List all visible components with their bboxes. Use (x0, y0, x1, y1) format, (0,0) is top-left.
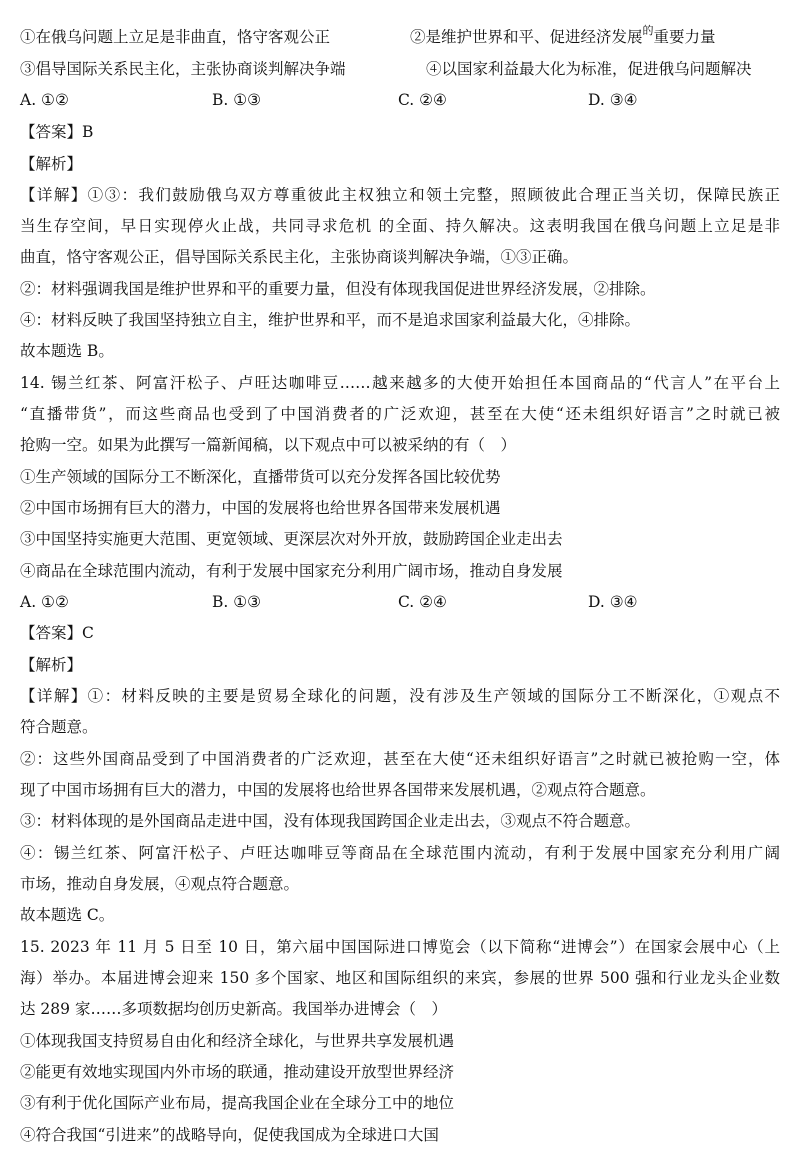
q14-item-4: ④商品在全球范围内流动，有利于发展中国家充分利用广阔市场，推动自身发展 (20, 562, 563, 580)
q14-detail-4-line-2: 市场，推动自身发展，④观点符合题意。 (20, 875, 300, 893)
q14-detail-2-line-1: ②：这些外国商品受到了中国消费者的广泛欢迎，甚至在大使“还未组织好语言”之时就已被抢购一空，体 (20, 750, 780, 768)
q14-detail-1-line-1: 【详解】①：材料反映的主要是贸易全球化的问题，没有涉及生产领域的国际分工不断深化，①观点不 (20, 687, 780, 705)
q14-conclusion: 故本题选 C。 (20, 906, 115, 924)
q13-detail-2: ②：材料强调我国是维护世界和平的重要力量，但没有体现我国促进世界经济发展，②排除。 (20, 280, 656, 298)
q14-stem-line-1: 14. 锡兰红茶、阿富汗松子、卢旺达咖啡豆……越来越多的大使开始担任本国商品的“代言人”在平台上 (20, 374, 780, 392)
q15-item-4: ④符合我国“引进来”的战略导向，促使我国成为全球进口大国 (20, 1126, 439, 1144)
q13-choice-b: B. ①③ (212, 91, 262, 109)
q14-detail-1-line-2: 符合题意。 (20, 718, 98, 736)
q14-analysis-label: 【解析】 (20, 656, 83, 674)
q15-item-1: ①体现我国支持贸易自由化和经济全球化，与世界共享发展机遇 (20, 1032, 455, 1050)
q14-choice-c: C. ②④ (398, 593, 447, 611)
q13-option-2 (410, 26, 716, 50)
q15-item-2: ②能更有效地实现国内外市场的联通，推动建设开放型世界经济 (20, 1063, 455, 1081)
q14-choice-b: B. ①③ (212, 593, 262, 611)
q13-choice-d: D. ③④ (588, 91, 638, 109)
q13-analysis-label: 【解析】 (20, 155, 83, 173)
q14-detail-4-line-1: ④：锡兰红茶、阿富汗松子、卢旺达咖啡豆等商品在全球范围内流动，有利于发展中国家充分利用广阔 (20, 844, 780, 862)
q13-answer: 【答案】B (20, 123, 94, 141)
q14-stem-line-3: 抢购一空。如果为此撰写一篇新闻稿，以下观点中可以被采纳的有（ ） (20, 436, 517, 454)
q15-stem-line-2: 海）举办。本届进博会迎来 150 多个国家、地区和国际组织的来宾，参展的世界 500 强和行业龙头企业数 (20, 969, 780, 987)
q14-detail-2-line-2: 现了中国市场拥有巨大的潜力，中国的发展将也给世界各国带来发展机遇，②观点符合题意。 (20, 781, 656, 799)
q15-stem-line-3: 达 289 家……多项数据均创历史新高。我国举办进博会（ ） (20, 1000, 447, 1018)
q14-answer: 【答案】C (20, 624, 94, 642)
q13-option-3: ③倡导国际关系民主化，主张协商谈判解决争端 (20, 60, 346, 78)
q14-choice-d: D. ③④ (588, 593, 638, 611)
q13-option-1: ①在俄乌问题上立足是非曲直，恪守客观公正 (20, 28, 331, 46)
q13-detail-4: ④：材料反映了我国坚持独立自主，维护世界和平，而不是追求国家利益最大化，④排除。 (20, 311, 641, 329)
q13-option-2-pre: ②是维护世界和平、促进经济发展 (410, 28, 643, 46)
q14-item-1: ①生产领域的国际分工不断深化，直播带货可以充分发挥各国比较优势 (20, 468, 501, 486)
q15-stem-line-1: 15. 2023 年 11 月 5 日至 10 日，第六届中国国际进口博览会（以下简称“进博会”）在国家会展中心（上 (20, 938, 780, 956)
q14-item-2: ②中国市场拥有巨大的潜力，中国的发展将也给世界各国带来发展机遇 (20, 499, 501, 517)
q14-choice-a: A. ①② (20, 593, 69, 611)
q15-item-3: ③有利于优化国际产业布局，提高我国企业在全球分工中的地位 (20, 1094, 455, 1112)
q14-item-3: ③中国坚持实施更大范围、更宽领域、更深层次对外开放，鼓励跨国企业走出去 (20, 530, 563, 548)
q13-option-2-post: 重要力量 (653, 28, 716, 46)
q13-detail-line-3: 曲直，恪守客观公正，倡导国际关系民主化，主张协商谈判解决争端，①③正确。 (20, 248, 579, 266)
q14-stem-line-2: “直播带货”，而这些商品也受到了中国消费者的广泛欢迎，甚至在大使“还未组织好语言”之时就已被 (20, 405, 780, 423)
q13-choice-a: A. ①② (20, 91, 69, 109)
q13-conclusion: 故本题选 B。 (20, 342, 114, 360)
q13-detail-line-1: 【详解】①③：我们鼓励俄乌双方尊重彼此主权独立和领土完整，照顾彼此合理正当关切，保障民族正 (20, 186, 780, 204)
q14-detail-3: ③：材料体现的是外国商品走进中国，没有体现我国跨国企业走出去，③观点不符合题意。 (20, 812, 641, 830)
q13-option-2-sup: 的 (642, 24, 654, 37)
q13-detail-line-2: 当生存空间，早日实现停火止战，共同寻求危机 的全面、持久解决。这表明我国在俄乌问题上立足是非 (20, 217, 780, 235)
q13-option-4: ④以国家利益最大化为标准，促进俄乌问题解决 (426, 60, 752, 78)
q13-choice-c: C. ②④ (398, 91, 447, 109)
